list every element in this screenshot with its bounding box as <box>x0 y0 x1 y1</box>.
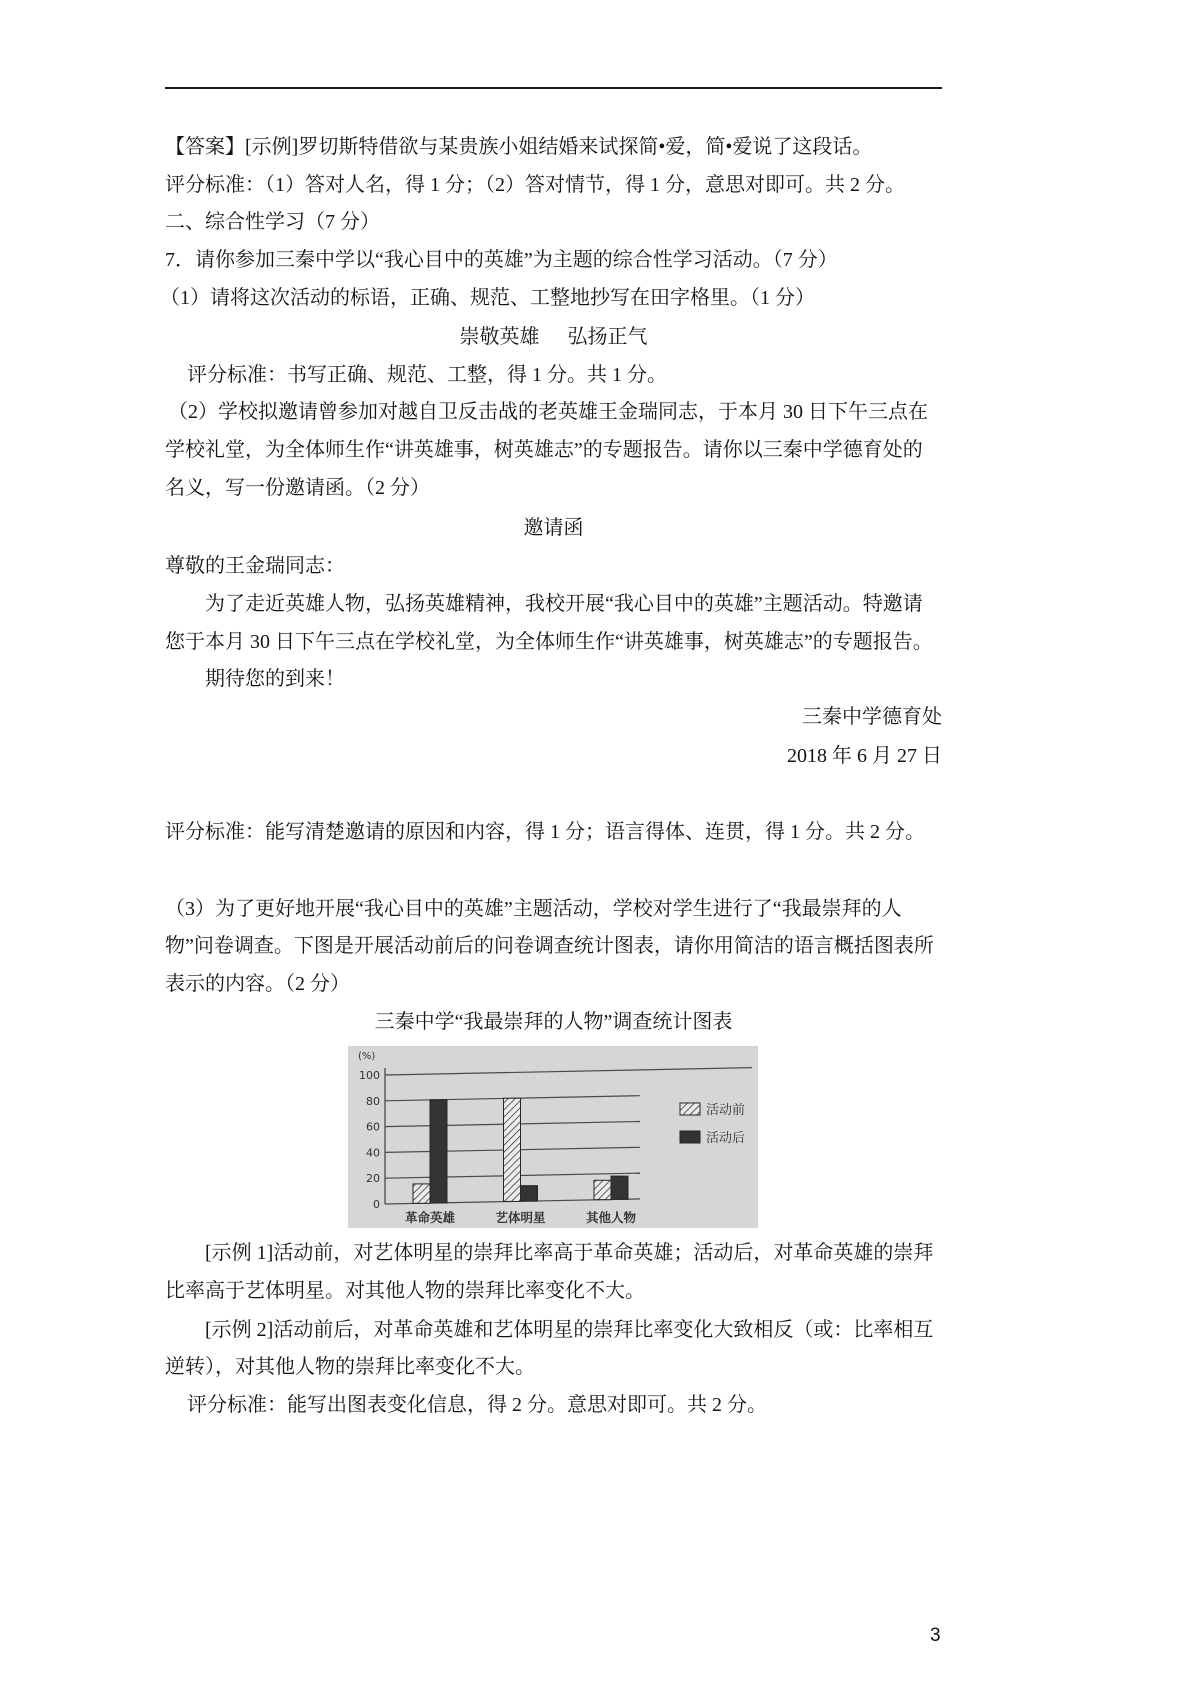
category-label-2: 艺体明星 <box>495 1210 546 1225</box>
letter-body-line: 您于本月 30 日下午三点在学校礼堂，为全体师生作“讲英雄事，树英雄志”的专题报告。 <box>165 631 933 653</box>
part3-prompt-line: 物”问卷调查。下图是开展活动前后的问卷调查统计图表，请你用简洁的语言概括图表所 <box>165 935 934 957</box>
part3-prompt-line: （3）为了更好地开展“我心目中的英雄”主题活动，学校对学生进行了“我最崇拜的人 <box>165 898 902 920</box>
letter-signature: 三秦中学德育处 <box>802 706 942 728</box>
letter-date: 2018 年 6 月 27 日 <box>787 745 942 767</box>
part2-prompt-line: 名义，写一份邀请函。（2 分） <box>165 477 430 499</box>
slogan-phrase-1: 崇敬英雄 <box>459 326 540 348</box>
y-tick-label-100: 100 <box>359 1069 380 1082</box>
y-tick-label-20: 20 <box>366 1172 380 1186</box>
part3-prompt-line: 表示的内容。（2 分） <box>165 973 350 995</box>
example-answer-line: 比率高于艺体明星。对其他人物的崇拜比率变化不大。 <box>165 1280 645 1302</box>
bar-series-2-category-2 <box>521 1186 538 1201</box>
section-heading: 二、综合性学习（7 分） <box>165 211 380 233</box>
letter-closing: 期待您的到来！ <box>205 668 345 690</box>
chart-title: 三秦中学“我最崇拜的人物”调查统计图表 <box>374 1011 733 1033</box>
part2-prompt-line: （2）学校拟邀请曾参加对越自卫反击战的老英雄王金瑞同志，于本月 30 日下午三点在 <box>168 401 928 423</box>
bar-series-2-category-3 <box>611 1176 628 1199</box>
slogan <box>165 318 942 356</box>
legend-label-1: 活动前 <box>706 1103 746 1118</box>
q6-scoring-criteria: 评分标准：（1）答对人名，得 1 分；（2）答对情节，得 1 分，意思对即可。共 2 分。 <box>165 174 905 196</box>
slogan-phrase-2: 弘扬正气 <box>567 326 648 348</box>
y-tick-label-80: 80 <box>366 1094 380 1108</box>
legend-swatch-2 <box>680 1131 700 1143</box>
bar-series-1-category-3 <box>594 1180 611 1199</box>
page-number: 3 <box>930 1625 941 1646</box>
header-rule <box>165 87 942 89</box>
category-label-3: 其他人物 <box>585 1210 637 1225</box>
legend-label-2: 活动后 <box>706 1131 746 1146</box>
bar-series-2-category-1 <box>430 1100 447 1203</box>
example-answer-line: 逆转），对其他人物的崇拜比率变化不大。 <box>165 1356 535 1378</box>
y-tick-label-60: 60 <box>366 1120 380 1134</box>
survey-bar-chart <box>348 1046 758 1228</box>
survey-chart-svg <box>348 1046 758 1228</box>
part2-prompt-line: 学校礼堂，为全体师生作“讲英雄事，树英雄志”的专题报告。请你以三秦中学德育处的 <box>165 439 923 461</box>
q7-prompt: 7．请你参加三秦中学以“我心目中的英雄”为主题的综合性学习活动。（7 分） <box>165 249 838 271</box>
part3-scoring-criteria: 评分标准：能写出图表变化信息，得 2 分。意思对即可。共 2 分。 <box>187 1394 767 1416</box>
letter-body-line: 为了走近英雄人物，弘扬英雄精神，我校开展“我心目中的英雄”主题活动。特邀请 <box>205 593 923 615</box>
bar-series-1-category-1 <box>413 1184 430 1203</box>
y-tick-label-40: 40 <box>366 1146 380 1160</box>
legend-swatch-1 <box>680 1103 700 1115</box>
part2-scoring-criteria: 评分标准：能写清楚邀请的原因和内容，得 1 分；语言得体、连贯，得 1 分。共 2 分。 <box>165 821 925 843</box>
y-tick-label-0: 0 <box>373 1198 380 1211</box>
example-answer-line: [示例 1]活动前，对艺体明星的崇拜比率高于革命英雄；活动后，对革命英雄的崇拜 <box>205 1242 934 1264</box>
q6-answer: 【答案】[示例]罗切斯特借欲与某贵族小姐结婚来试探简•爱，简•爱说了这段话。 <box>165 136 873 158</box>
letter-salutation: 尊敬的王金瑞同志： <box>165 555 345 577</box>
category-label-1: 革命英雄 <box>404 1210 456 1225</box>
part1-prompt: （1）请将这次活动的标语，正确、规范、工整地抄写在田字格里。（1 分） <box>160 287 815 309</box>
part1-scoring-criteria: 评分标准：书写正确、规范、工整，得 1 分。共 1 分。 <box>187 364 667 386</box>
y-axis-unit-label: (%) <box>358 1051 376 1062</box>
bar-series-1-category-2 <box>504 1098 521 1201</box>
letter-title: 邀请函 <box>523 517 584 539</box>
example-answer-line: [示例 2]活动前后，对革命英雄和艺体明星的崇拜比率变化大致相反（或：比率相互 <box>205 1319 934 1341</box>
